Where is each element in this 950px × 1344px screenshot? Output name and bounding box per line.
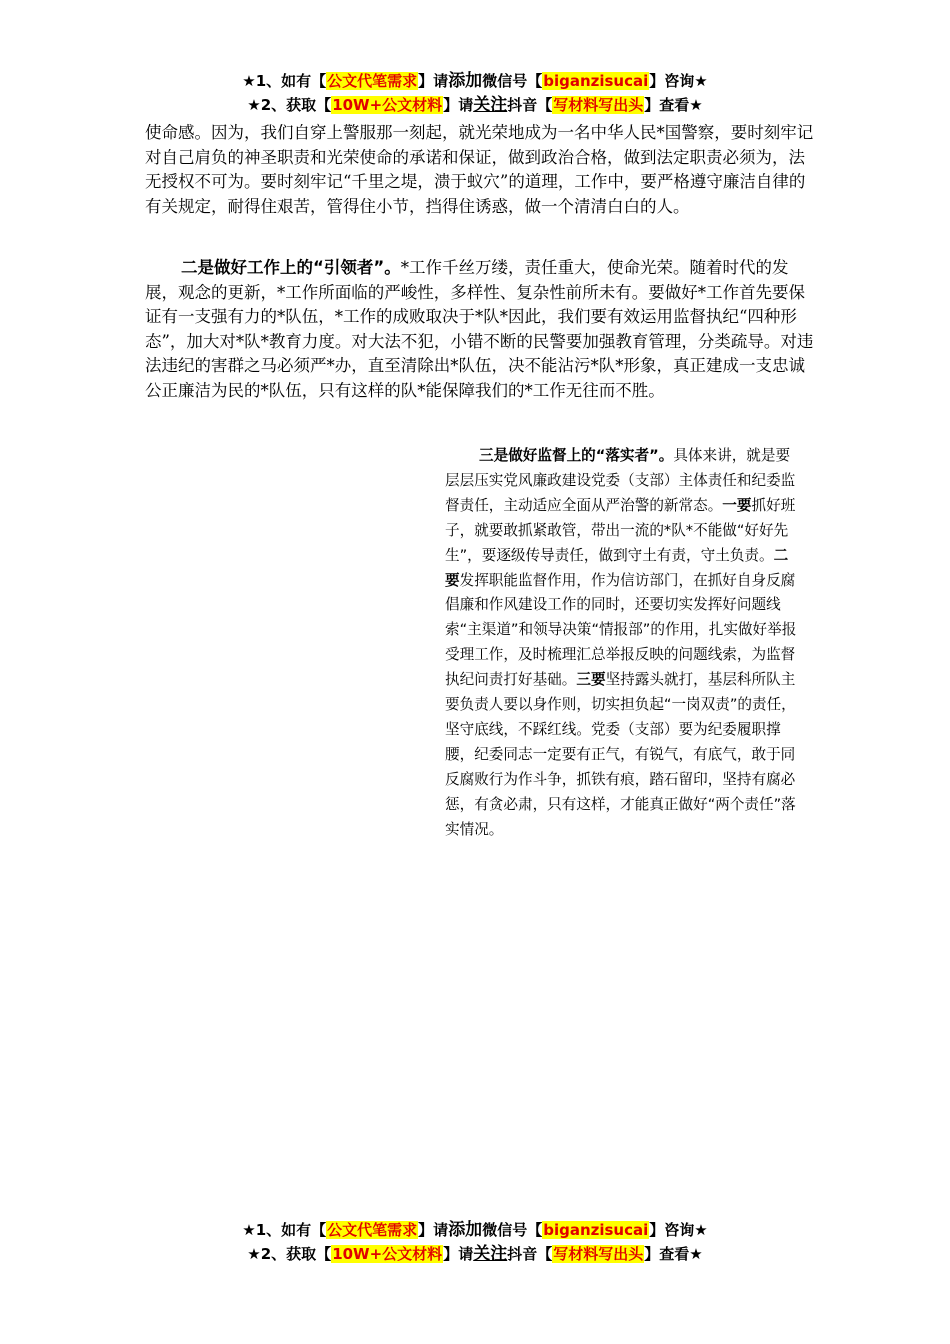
paragraph-text: 抓好班子，就要敢抓紧敢管，带出一流的*队*不能做“好好先生”，要逐级传导责任，做到守土有责，守土负责。 (445, 496, 796, 564)
promo-emphasis: 关注 (473, 1244, 508, 1264)
promo-highlight: 10W+公文材料 (332, 96, 443, 114)
promo-emphasis: 添加 (448, 71, 483, 91)
wechat-id-highlight: biganzisucai (543, 72, 649, 90)
promo-text: 】查看★ (644, 1245, 703, 1263)
promo-text: 】请 (443, 1245, 474, 1263)
body-paragraph-2 (145, 256, 815, 404)
body-paragraph-1: 使命感。因为，我们自穿上警服那一刻起，就光荣地成为一名中华人民*国警察，要时刻牢记对自己肩负的神圣职责和光荣使命的承诺和保证，做到政治合格，做到法定职责必须为，法无授权不可为。要时刻牢记“千里之堤，溃于蚁穴”的道理，工作中，要严格遵守廉洁自律的有关规定，耐得住艰苦，管得住小节，挡得住诱惑，做一个清清白白的人。 (145, 123, 814, 216)
point-heading: 二要 (445, 546, 789, 589)
paragraph-text: 具体来讲，就是要层层压实党风廉政建设党委（支部）主体责任和纪委监督责任，主动适应全面从严治警的新常态。 (445, 447, 796, 514)
douyin-id-highlight: 写材料写出头 (553, 96, 644, 114)
promo-text: ★2、获取【 (247, 1245, 332, 1263)
promo-text: 微信号【 (482, 72, 543, 90)
wechat-id-highlight: biganzisucai (543, 1221, 649, 1239)
promo-text: 抖音【 (507, 1245, 553, 1263)
point-heading: 一要 (722, 496, 752, 514)
body-paragraph-3 (445, 444, 800, 843)
header-promo-line-1 (0, 70, 950, 92)
paragraph-text: 发挥职能监督作用，作为信访部门，在抓好自身反腐倡廉和作风建设工作的同时，还要切实发挥好问题线索“主渠道”和领导决策“情报部”的作用，扎实做好举报受理工作，及时梳理汇总举报反映的问题线索，为监督执纪问责打好基础。 (445, 571, 797, 689)
promo-highlight: 公文代笔需求 (327, 1221, 418, 1239)
promo-text: 】查看★ (644, 96, 703, 114)
promo-highlight: 公文代笔需求 (327, 72, 418, 90)
paragraph-text: *工作千丝万缕，责任重大，使命光荣。随着时代的发展，观念的更新，*工作所面临的严峻性，多样性、复杂性前所未有。要做好*工作首先要保证有一支强有力的*队伍，*工作的成败取决于*队*因此，我们要有效运用监督执纪“四种形态”，加大对*队*教育力度。对大法不犯，小错不断的民警要加强教育管理，分类疏导。对违法违纪的害群之马必须严*办，直至清除出*队伍，决不能沾污*队*形象，真正建成一支忠诚公正廉洁为民的*队伍，只有这样的队*能保障我们的*工作无往而不胜。 (145, 258, 814, 400)
footer-promo-line-2 (0, 1243, 950, 1265)
promo-text: ★1、如有【 (242, 1221, 327, 1239)
promo-text: 】咨询★ (649, 1221, 708, 1239)
footer-promo-line-1 (0, 1219, 950, 1241)
promo-text: ★1、如有【 (242, 72, 327, 90)
paragraph-text: 坚持露头就打，基层科所队主要负责人要以身作则，切实担负起“一岗双责”的责任，坚守底线，不踩红线。党委（支部）要为纪委履职撑腰，纪委同志一定要有正气，有锐气，有底气，敢于同反腐败行为作斗争，抓铁有痕，踏石留印，坚持有腐必惩，有贪必肃，只有这样，才能真正做好“两个责任”落实情况。 (445, 671, 796, 838)
promo-text: 】请 (418, 72, 449, 90)
header-promo-line-2 (0, 94, 950, 116)
promo-text: ★2、获取【 (247, 96, 332, 114)
paragraph-heading: 二是做好工作上的“引领者”。 (181, 258, 401, 277)
promo-text: 】请 (418, 1221, 449, 1239)
douyin-id-highlight: 写材料写出头 (553, 1245, 644, 1263)
paragraph-heading: 三是做好监督上的“落实者”。 (479, 447, 674, 464)
promo-text: 】咨询★ (649, 72, 708, 90)
promo-highlight: 10W+公文材料 (332, 1245, 443, 1263)
promo-emphasis: 关注 (473, 95, 508, 115)
promo-text: 微信号【 (482, 1221, 543, 1239)
promo-text: 抖音【 (507, 96, 553, 114)
point-heading: 三要 (576, 671, 606, 689)
promo-emphasis: 添加 (448, 1220, 483, 1240)
promo-text: 】请 (443, 96, 474, 114)
